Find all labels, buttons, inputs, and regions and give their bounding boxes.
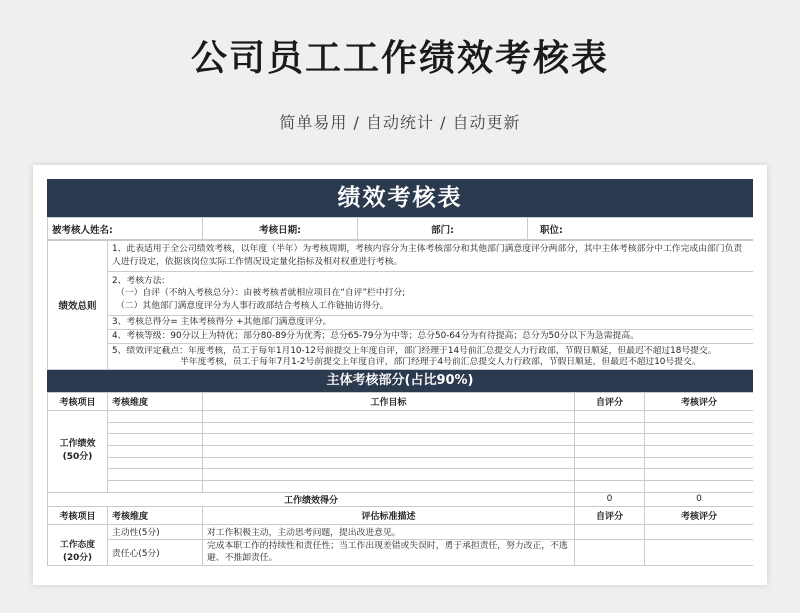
perf-cell[interactable] <box>645 422 754 434</box>
perf-cell[interactable] <box>575 434 645 446</box>
perf-cell[interactable] <box>645 469 754 481</box>
criteria-review-cell[interactable] <box>645 524 754 539</box>
rule-item: 1、此表适用于全公司绩效考核，以年度（半年）为考核周期，考核内容分为主体考核部分和其他部门满意度评分两部分，其中主体考核部分中工作完成由部门负责人进行设定，依据该岗位实际工作情况设定量化指标及相对权重进行考核。 <box>108 241 754 272</box>
rules-label: 绩效总则 <box>48 241 108 370</box>
col-self-2: 自评分 <box>575 506 645 524</box>
dept-label: 部门: <box>358 218 528 240</box>
col-item-2: 考核项目 <box>48 506 108 524</box>
col-item: 考核项目 <box>48 393 108 411</box>
rule-line: （一）自评（不纳入考核总分）：由被考核者就相应项目在“自评”栏中打分; <box>116 288 406 299</box>
perf-cell[interactable] <box>645 481 754 493</box>
col-goal: 工作目标 <box>203 393 575 411</box>
criteria-dimension: 责任心(5分) <box>108 539 203 565</box>
perf-cell[interactable] <box>108 469 203 481</box>
rule-item: 4、考核等级：90分以上为特优；部分80-89分为优秀；总分65-79分为中等；总分50-64分为有待提高；总分为50分以下为急需提高。 <box>108 330 754 344</box>
criteria-description: 完成本职工作的持续性和责任性；当工作出现差错或失误时，勇于承担责任，努力改正，不逃避、不推卸责任。 <box>203 539 575 565</box>
rule-line: 5、绩效评定截点：年度考核，员工于每年1月10-12号前提交上年度自评，部门经理于14号前汇总提交人力行政部，节假日顺延，但最迟不超过18号提交。 <box>112 345 717 356</box>
perf-cell[interactable] <box>108 481 203 493</box>
criteria-review-cell[interactable] <box>645 539 754 565</box>
col-review: 考核评分 <box>645 393 754 411</box>
col-review-2: 考核评分 <box>645 506 754 524</box>
rule-item <box>108 344 754 370</box>
rule-item: 3、考核总得分= 主体考核得分 +其他部门满意度评分。 <box>108 316 754 330</box>
perf-cell[interactable] <box>108 457 203 469</box>
position-label: 职位: <box>528 218 754 240</box>
appraisal-form <box>47 179 753 585</box>
form-title: 绩效考核表 <box>47 179 753 217</box>
rules-table <box>47 240 753 370</box>
perf-cell[interactable] <box>108 411 203 423</box>
attitude-label: 工作态度 <box>59 539 96 550</box>
perf-cell[interactable] <box>575 422 645 434</box>
perf-cell[interactable] <box>203 446 575 458</box>
perf-cell[interactable] <box>575 469 645 481</box>
perf-cell[interactable] <box>203 411 575 423</box>
col-dimension: 考核维度 <box>108 393 203 411</box>
criteria-dimension: 主动性(5分) <box>108 524 203 539</box>
main-section-title: 主体考核部分(占比90%) <box>47 370 753 392</box>
criteria-self-cell[interactable] <box>575 524 645 539</box>
perf-item-cell <box>48 411 108 493</box>
perf-cell[interactable] <box>108 422 203 434</box>
criteria-description: 对工作积极主动，主动思考问题，提出改进意见。 <box>203 524 575 539</box>
rule-item <box>108 272 754 316</box>
perf-cell[interactable] <box>575 446 645 458</box>
rule-line: （二）其他部门满意度评分为人事行政部结合考核人工作链抽访得分。 <box>116 300 389 311</box>
perf-cell[interactable] <box>203 469 575 481</box>
name-label: 被考核人姓名: <box>48 218 203 240</box>
main-table <box>47 392 753 566</box>
col-criteria: 评估标准描述 <box>203 506 575 524</box>
perf-cell[interactable] <box>575 411 645 423</box>
perf-self-score: 0 <box>575 492 645 506</box>
hero-subtitle: 简单易用 / 自动统计 / 自动更新 <box>279 113 521 132</box>
perf-cell[interactable] <box>575 481 645 493</box>
perf-score-label: 工作绩效得分 <box>48 492 575 506</box>
perf-label: 工作绩效 <box>59 439 96 450</box>
rule-line: 半年度考核，员工于每年7月1-2号前提交上年度自评，部门经理于4号前汇总提交人力行政部，节假日顺延，但最迟不超过10号提交。 <box>180 356 701 367</box>
perf-cell[interactable] <box>645 446 754 458</box>
perf-weight: (50分) <box>62 452 93 463</box>
criteria-self-cell[interactable] <box>575 539 645 565</box>
perf-cell[interactable] <box>203 457 575 469</box>
perf-cell[interactable] <box>645 434 754 446</box>
info-table <box>47 217 753 240</box>
perf-cell[interactable] <box>108 446 203 458</box>
perf-cell[interactable] <box>203 481 575 493</box>
perf-cell[interactable] <box>645 457 754 469</box>
rule-line: 2、考核方法: <box>112 275 165 286</box>
attitude-item-cell <box>48 524 108 565</box>
spreadsheet-preview <box>33 165 767 585</box>
perf-review-score: 0 <box>645 492 754 506</box>
perf-cell[interactable] <box>645 411 754 423</box>
date-label: 考核日期: <box>203 218 358 240</box>
col-dimension-2: 考核维度 <box>108 506 203 524</box>
hero-title: 公司员工工作绩效考核表 <box>190 38 609 79</box>
col-self: 自评分 <box>575 393 645 411</box>
perf-cell[interactable] <box>203 422 575 434</box>
perf-cell[interactable] <box>575 457 645 469</box>
perf-cell[interactable] <box>108 434 203 446</box>
perf-cell[interactable] <box>203 434 575 446</box>
attitude-weight: (20分) <box>62 552 93 563</box>
